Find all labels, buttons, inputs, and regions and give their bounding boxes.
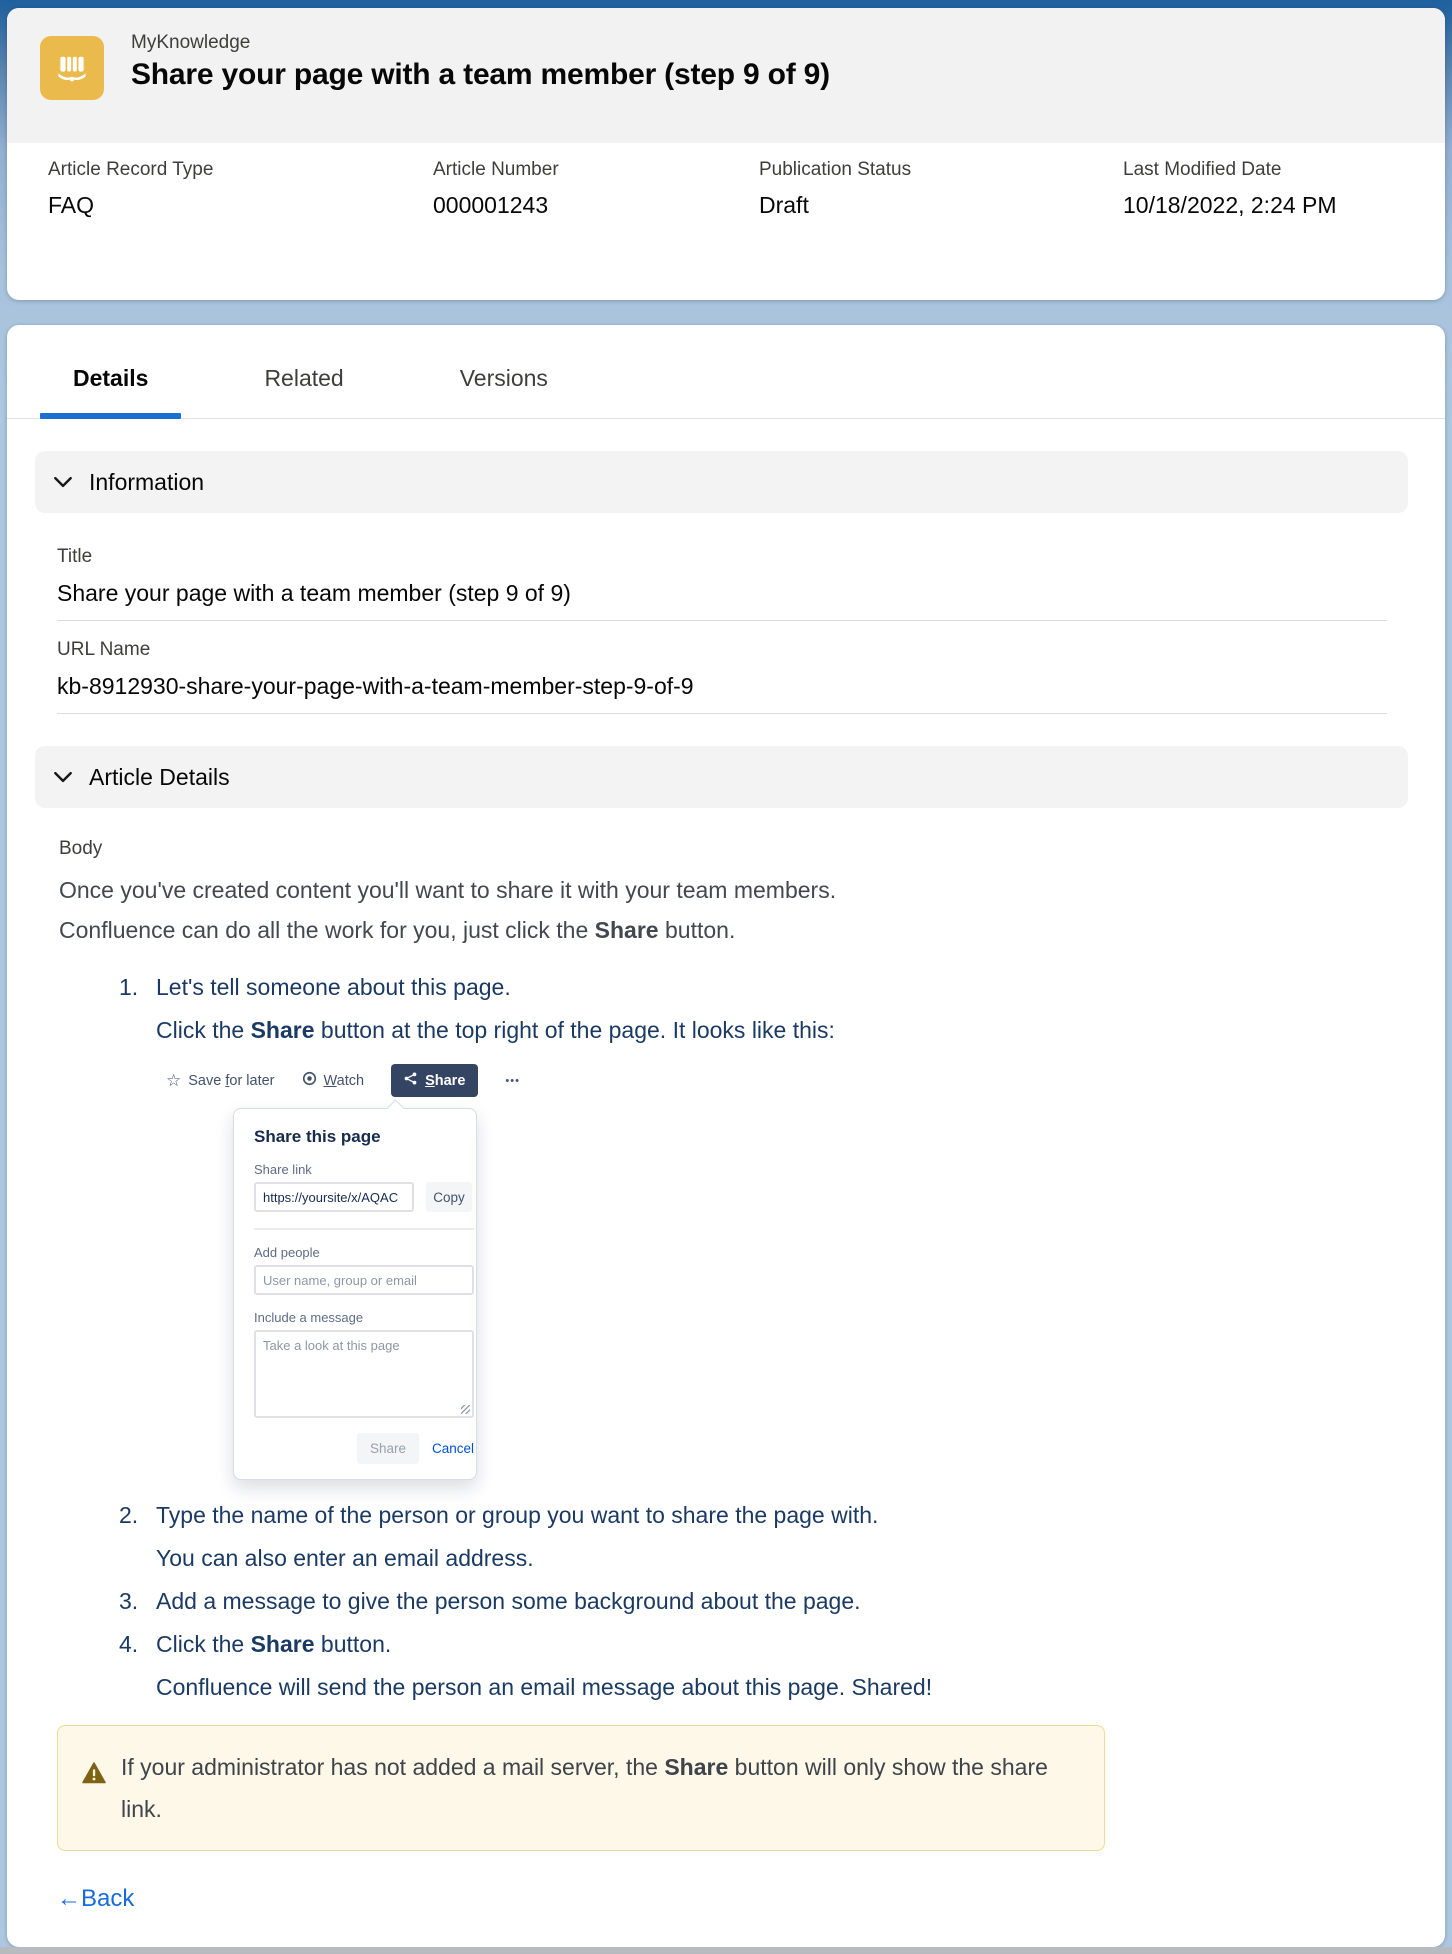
- body-field-label: Body: [59, 838, 103, 859]
- back-arrow-icon: ←: [57, 1885, 81, 1912]
- share-label: Share: [425, 1072, 466, 1089]
- tab-versions[interactable]: Versions: [459, 365, 548, 391]
- list-item-line: Click the Share button.: [156, 1631, 392, 1657]
- field-last-modified-date: [1123, 159, 1337, 219]
- embedded-screenshot: [166, 1064, 1445, 1480]
- share-dialog: [233, 1108, 477, 1480]
- field-label: Last Modified Date: [1123, 159, 1282, 180]
- field-value: Draft: [759, 192, 809, 218]
- warning-text: If your administrator has not added a mail server, the Share button will only show the share link.: [121, 1754, 1048, 1822]
- list-item-line: Click the Share button at the top right of the page. It looks like this:: [156, 1017, 835, 1043]
- section-title: Information: [89, 468, 205, 495]
- article-body-paragraph: [59, 870, 1445, 950]
- star-icon: ☆: [166, 1070, 182, 1090]
- save-for-later-label: Save for later: [188, 1072, 275, 1089]
- header-field-row: [7, 143, 1445, 300]
- share-button: [391, 1064, 478, 1097]
- warning-icon: [82, 1755, 106, 1830]
- watch-label: Watch: [323, 1072, 365, 1089]
- record-detail-card: [7, 325, 1445, 1947]
- message-textarea: [254, 1330, 474, 1418]
- field-publication-status: [759, 159, 911, 219]
- list-item-line: Type the name of the person or group you want to share the page with.: [156, 1502, 879, 1528]
- field-value: kb-8912930-share-your-page-with-a-team-member-step-9-of-9: [57, 673, 694, 699]
- paragraph-line: Confluence can do all the work for you, just click the Share button.: [59, 917, 736, 943]
- field-article-number: [433, 159, 559, 219]
- dialog-divider: [254, 1228, 474, 1230]
- list-item-number: 4.: [119, 1631, 139, 1657]
- warning-note: [57, 1725, 1105, 1851]
- list-item-line: Add a message to give the person some background about the page.: [156, 1588, 861, 1614]
- tab-details[interactable]: Details: [40, 365, 181, 418]
- window-bottom-edge: [0, 1947, 1452, 1954]
- field-url-name: [57, 639, 1387, 714]
- field-label: Title: [57, 546, 93, 567]
- add-people-input: [254, 1265, 474, 1295]
- list-item: [59, 1580, 1445, 1623]
- watch-button: [302, 1071, 365, 1090]
- list-item-number: 3.: [119, 1588, 139, 1614]
- section-title: Article Details: [89, 763, 230, 790]
- share-icon: [404, 1072, 417, 1089]
- eye-icon: [302, 1071, 317, 1090]
- knowledge-book-icon: [40, 36, 104, 100]
- app-name: MyKnowledge: [131, 32, 251, 53]
- back-label: Back: [81, 1885, 135, 1912]
- list-item-number: 1.: [119, 974, 139, 1000]
- copy-button: Copy: [426, 1182, 472, 1212]
- field-value: 10/18/2022, 2:24 PM: [1123, 192, 1337, 218]
- list-item: [59, 966, 1445, 1480]
- add-people-label: Add people: [254, 1245, 320, 1260]
- resize-handle-icon: [461, 1405, 470, 1414]
- message-textarea-wrap: [254, 1330, 474, 1421]
- share-link-label: Share link: [254, 1162, 312, 1177]
- field-label: Publication Status: [759, 159, 912, 180]
- share-link-row: [254, 1182, 472, 1212]
- field-article-record-type: [48, 159, 213, 219]
- field-label: URL Name: [57, 639, 151, 660]
- dialog-cancel-link: Cancel: [431, 1441, 474, 1456]
- record-header-card: [7, 8, 1445, 300]
- page-title: Share your page with a team member (step 9 of 9): [131, 58, 830, 91]
- list-item-line: You can also enter an email address.: [156, 1545, 534, 1571]
- dialog-footer: [254, 1433, 474, 1464]
- back-link[interactable]: [57, 1885, 134, 1913]
- field-value: FAQ: [48, 192, 95, 218]
- list-item-line: Let's tell someone about this page.: [156, 974, 511, 1000]
- article-steps-list: [59, 966, 1445, 1709]
- save-for-later-button: [166, 1071, 275, 1091]
- screenshot-toolbar: [166, 1064, 1445, 1097]
- record-header-band: [7, 8, 1445, 143]
- share-dialog-title: Share this page: [254, 1127, 381, 1146]
- field-value: 000001243: [433, 192, 549, 218]
- include-message-label: Include a message: [254, 1310, 364, 1325]
- list-item: [59, 1623, 1445, 1709]
- list-item-line: Confluence will send the person an email message about this page. Shared!: [156, 1674, 933, 1700]
- chevron-down-icon: [52, 769, 74, 785]
- field-value: Share your page with a team member (step 9 of 9): [57, 580, 571, 606]
- tab-bar: [7, 325, 1445, 419]
- field-title: [57, 546, 1387, 621]
- ellipsis-icon: •••: [505, 1074, 520, 1087]
- dialog-share-button: Share: [357, 1433, 419, 1464]
- paragraph-line: Once you've created content you'll want to share it with your team members.: [59, 877, 837, 903]
- list-item: [59, 1494, 1445, 1580]
- chevron-down-icon: [52, 474, 74, 490]
- section-information[interactable]: [35, 451, 1408, 513]
- share-link-input: [254, 1182, 414, 1212]
- field-label: Article Record Type: [48, 159, 214, 180]
- section-article-details[interactable]: [35, 746, 1408, 808]
- tab-related[interactable]: Related: [264, 365, 344, 391]
- list-item-number: 2.: [119, 1502, 139, 1528]
- field-label: Article Number: [433, 159, 559, 180]
